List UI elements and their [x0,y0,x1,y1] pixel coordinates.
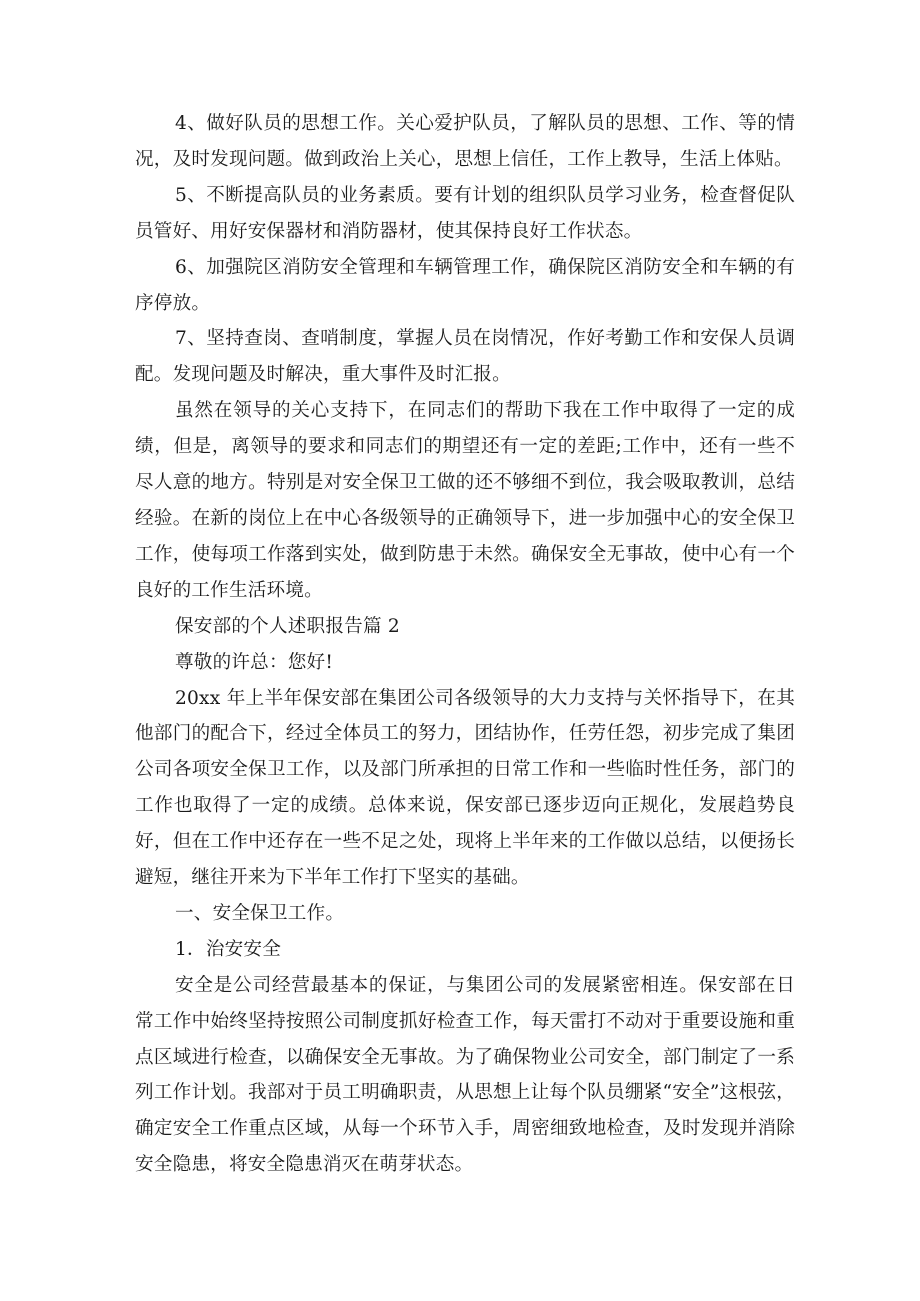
section-title: 保安部的个人述职报告篇 2 [175,615,400,637]
paragraph-item-6: 6、加强院区消防安全管理和车辆管理工作，确保院区消防安全和车辆的有序停放。 [135,256,795,314]
paragraph-item-7: 7、坚持查岗、查哨制度，掌握人员在岗情况，作好考勤工作和安保人员调配。发现问题及时解决，重大事件及时汇报。 [135,328,795,386]
paragraph-summary: 虽然在领导的关心支持下，在同志们的帮助下我在工作中取得了一定的成绩，但是，离领导的要求和同志们的期望还有一定的差距;工作中，还有一些不尽人意的地方。特别是对安全保卫工做的还不够细不到位，我会吸取教训，总结经验。在新的岗位上在中心各级领导的正确领导下，进一步加强中心的安全保卫工作，使每项工作落到实处，做到防患于未然。确保安全无事故，使中心有一个良好的工作生活环境。 [135,400,795,601]
paragraph-item-5: 5、不断提高队员的业务素质。要有计划的组织队员学习业务，检查督促队员管好、用好安保器材和消防器材，使其保持良好工作状态。 [135,184,795,242]
paragraph-intro: 20xx 年上半年保安部在集团公司各级领导的大力支持与关怀指导下，在其他部门的配合下，经过全体员工的努力，团结协作，任劳任怨，初步完成了集团公司各项安全保卫工作，以及部门所承担的日常工作和一些临时性任务，部门的工作也取得了一定的成绩。总体来说，保安部已逐步迈向正规化，发展趋势良好，但在工作中还存在一些不足之处，现将上半年来的工作做以总结，以便扬长避短，继往开来为下半年工作打下坚实的基础。 [135,687,795,889]
document-body [135,106,795,1183]
subheading-public-security: 1．治安安全 [175,938,281,960]
heading-security-work: 一、安全保卫工作。 [175,902,345,924]
paragraph-security-details: 安全是公司经营最基本的保证，与集团公司的发展紧密相连。保安部在日常工作中始终坚持按照公司制度抓好检查工作，每天雷打不动对于重要设施和重点区域进行检查，以确保安全无事故。为了确保物业公司安全，部门制定了一系列工作计划。我部对于员工明确职责，从思想上让每个队员绷紧“安全”这根弦，确定安全工作重点区域，从每一个环节入手，周密细致地检查，及时发现并消除安全隐患，将安全隐患消灭在萌芽状态。 [135,974,795,1176]
paragraph-item-4: 4、做好队员的思想工作。关心爱护队员，了解队员的思想、工作、等的情况，及时发现问题。做到政治上关心，思想上信任，工作上教导，生活上体贴。 [135,113,795,170]
salutation: 尊敬的许总：您好! [175,651,334,673]
